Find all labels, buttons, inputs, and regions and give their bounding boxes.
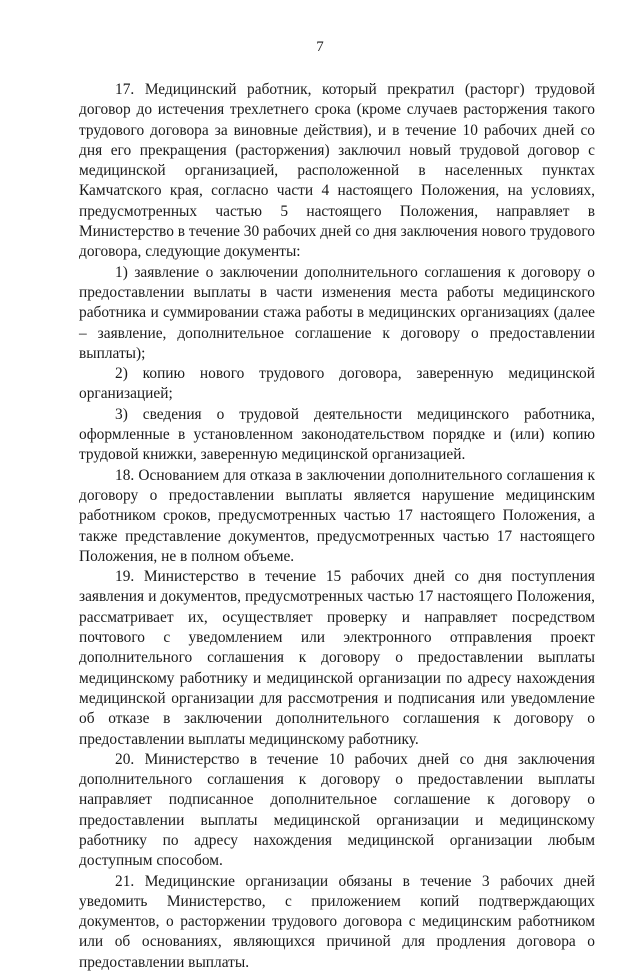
list-item-3: 3) сведения о трудовой деятельности медицинского работника, оформленные в установленном законодательством порядке и (или) копию трудовой книжки, заверенную медицинской организацией. — [79, 405, 595, 464]
paragraph-17: 17. Медицинский работник, который прекратил (расторг) трудовой договор до истечения трехлетнего срока (кроме случаев расторжения такого трудового договора за виновные действия), и в течение 10 рабочих дней со дня его прекращения (расторжения) заключил новый трудовой договор с медицинской организацией, расположенной в населенных пунктах Камчатского края, согласно части 4 настоящего Положения, на условиях, предусмотренных частью 5 настоящего Положения, направляет в Министерство в течение 30 рабочих дней со дня заключения нового трудового договора, следующие документы: — [79, 81, 595, 261]
document-body — [79, 80, 595, 973]
paragraph-21: 21. Медицинские организации обязаны в течение 3 рабочих дней уведомить Министерство, с приложением копий подтверждающих документов, о расторжении трудового договора с медицинским работником или об основаниях, являющихся причиной для продления договора о предоставлении выплаты. — [79, 872, 595, 971]
list-item-1: 1) заявление о заключении дополнительного соглашения к договору о предоставлении выплаты в части изменения места работы медицинского работника и суммировании стажа работы в медицинских организациях (далее – заявление, дополнительное соглашение к договору о предоставлении выплаты); — [79, 263, 595, 362]
page-number: 7 — [316, 39, 324, 55]
paragraph-20: 20. Министерство в течение 10 рабочих дней со дня заключения дополнительного соглашения к договору о предоставлении выплаты направляет подписанное дополнительное соглашение к договору о предоставлении выплаты медицинской организации и медицинскому работнику по адресу нахождения медицинской организации любым доступным способом. — [79, 750, 595, 870]
paragraph-18: 18. Основанием для отказа в заключении дополнительного соглашения к договору о предоставлении выплаты является нарушение медицинским работником сроков, предусмотренных частью 17 настоящего Положения, а также представление документов, предусмотренных частью 17 настоящего Положения, не в полном объеме. — [79, 466, 595, 565]
paragraph-19: 19. Министерство в течение 15 рабочих дней со дня поступления заявления и документов, предусмотренных частью 17 настоящего Положения, рассматривает их, осуществляет проверку и направляет посредством почтового с уведомлением или электронного отправления проект дополнительного соглашения к договору о предоставлении выплаты медицинскому работнику и медицинской организации по адресу нахождения медицинской организации для рассмотрения и подписания или уведомление об отказе в заключении дополнительного соглашения к договору о предоставлении выплаты медицинскому работнику. — [79, 568, 595, 748]
list-item-2: 2) копию нового трудового договора, заверенную медицинской организацией; — [79, 365, 595, 403]
